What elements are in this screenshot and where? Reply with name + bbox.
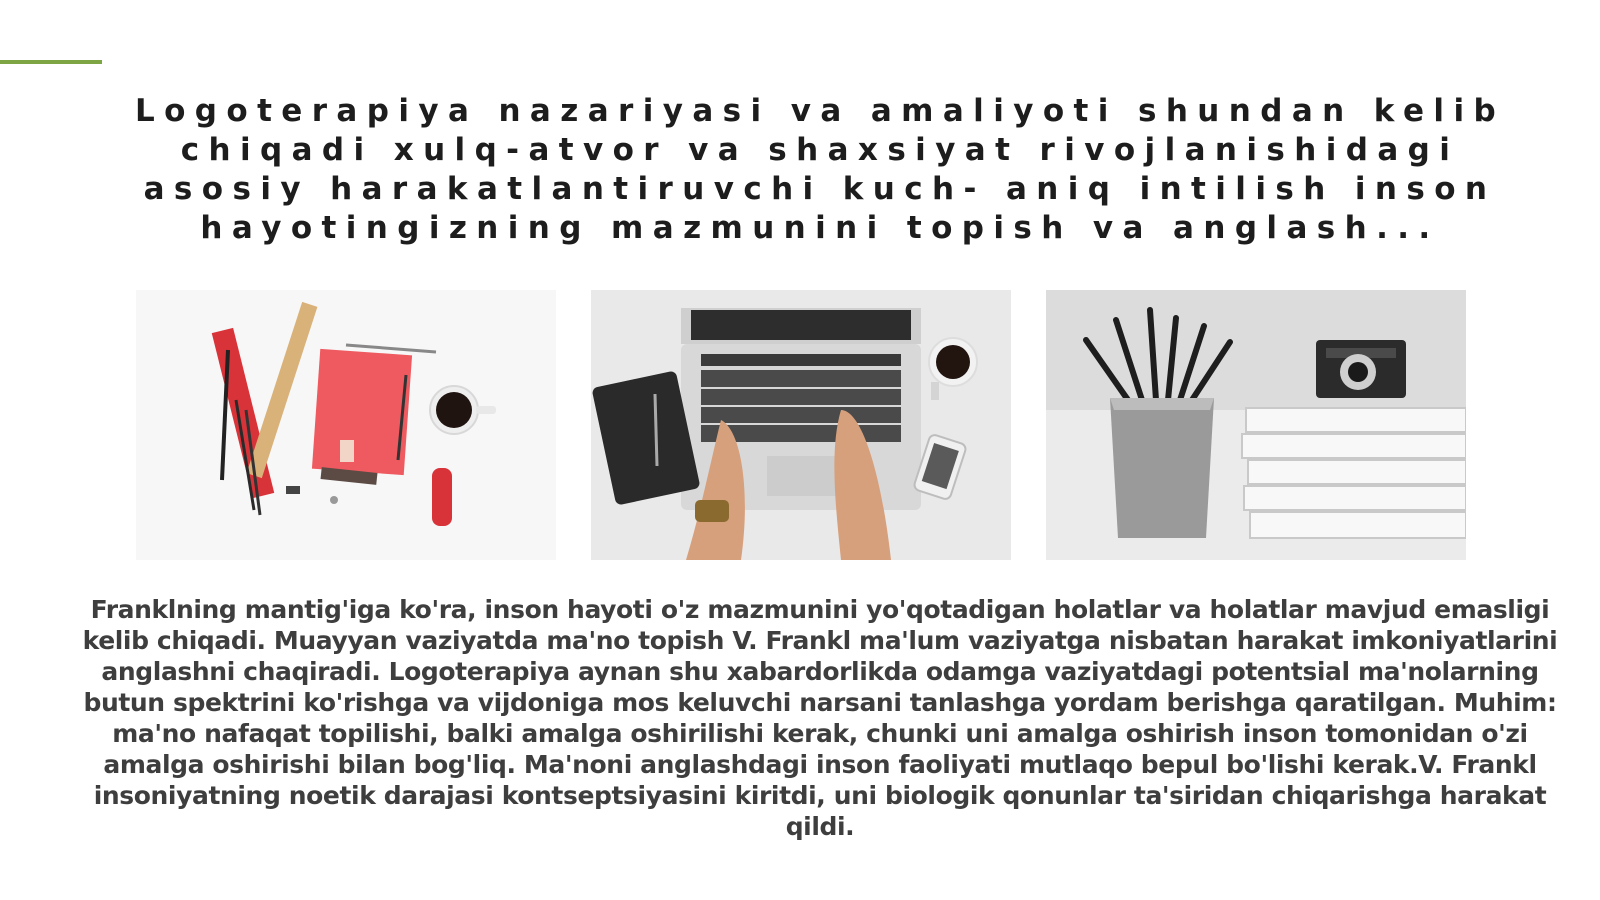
slide-title: Logoterapiya nazariyasi va amaliyoti shundan kelib chiqadi xulq-atvor va shaxsiyat rivojlanishidagi asosiy harakatlantiruvchi kuch- aniq intilish inson hayotingizning mazmunini topish va anglash... xyxy=(134,93,1506,246)
photo-row xyxy=(136,290,1466,562)
pencil-cup-books-photo xyxy=(1046,290,1466,560)
stationery-desk-photo xyxy=(136,290,556,560)
accent-line xyxy=(0,60,102,64)
slide-body-text: Franklning mantig'iga ko'ra, inson hayoti o'z mazmunini yo'qotadigan holatlar va holatlar mavjud emasligi kelib chiqadi. Muayyan vaziyatda ma'no topish V. Frankl ma'lum vaziyatga nisbatan harakat imkoniyatlarini anglashni chaqiradi. Logoterapiya aynan shu xabardorlikda odamga vaziyatdagi potentsial ma'nolarning butun spektrini ko'rishga va vijdoniga mos keluvchi narsani tanlashga yordam berishga qaratilgan. Muhim: ma'no nafaqat topilishi, balki amalga oshirilishi kerak, chunki uni amalga oshirish inson tomonidan o'zi amalga oshirishi bilan bog'liq. Ma'noni anglashdagi inson faoliyati mutlaqo bepul bo'lishi kerak.V. Frankl insoniyatning noetik darajasi kontseptsiyasini kiritdi, uni biologik qonunlar ta'siridan chiqarishga harakat qildi. xyxy=(82,595,1558,841)
laptop-typing-photo xyxy=(591,290,1011,560)
